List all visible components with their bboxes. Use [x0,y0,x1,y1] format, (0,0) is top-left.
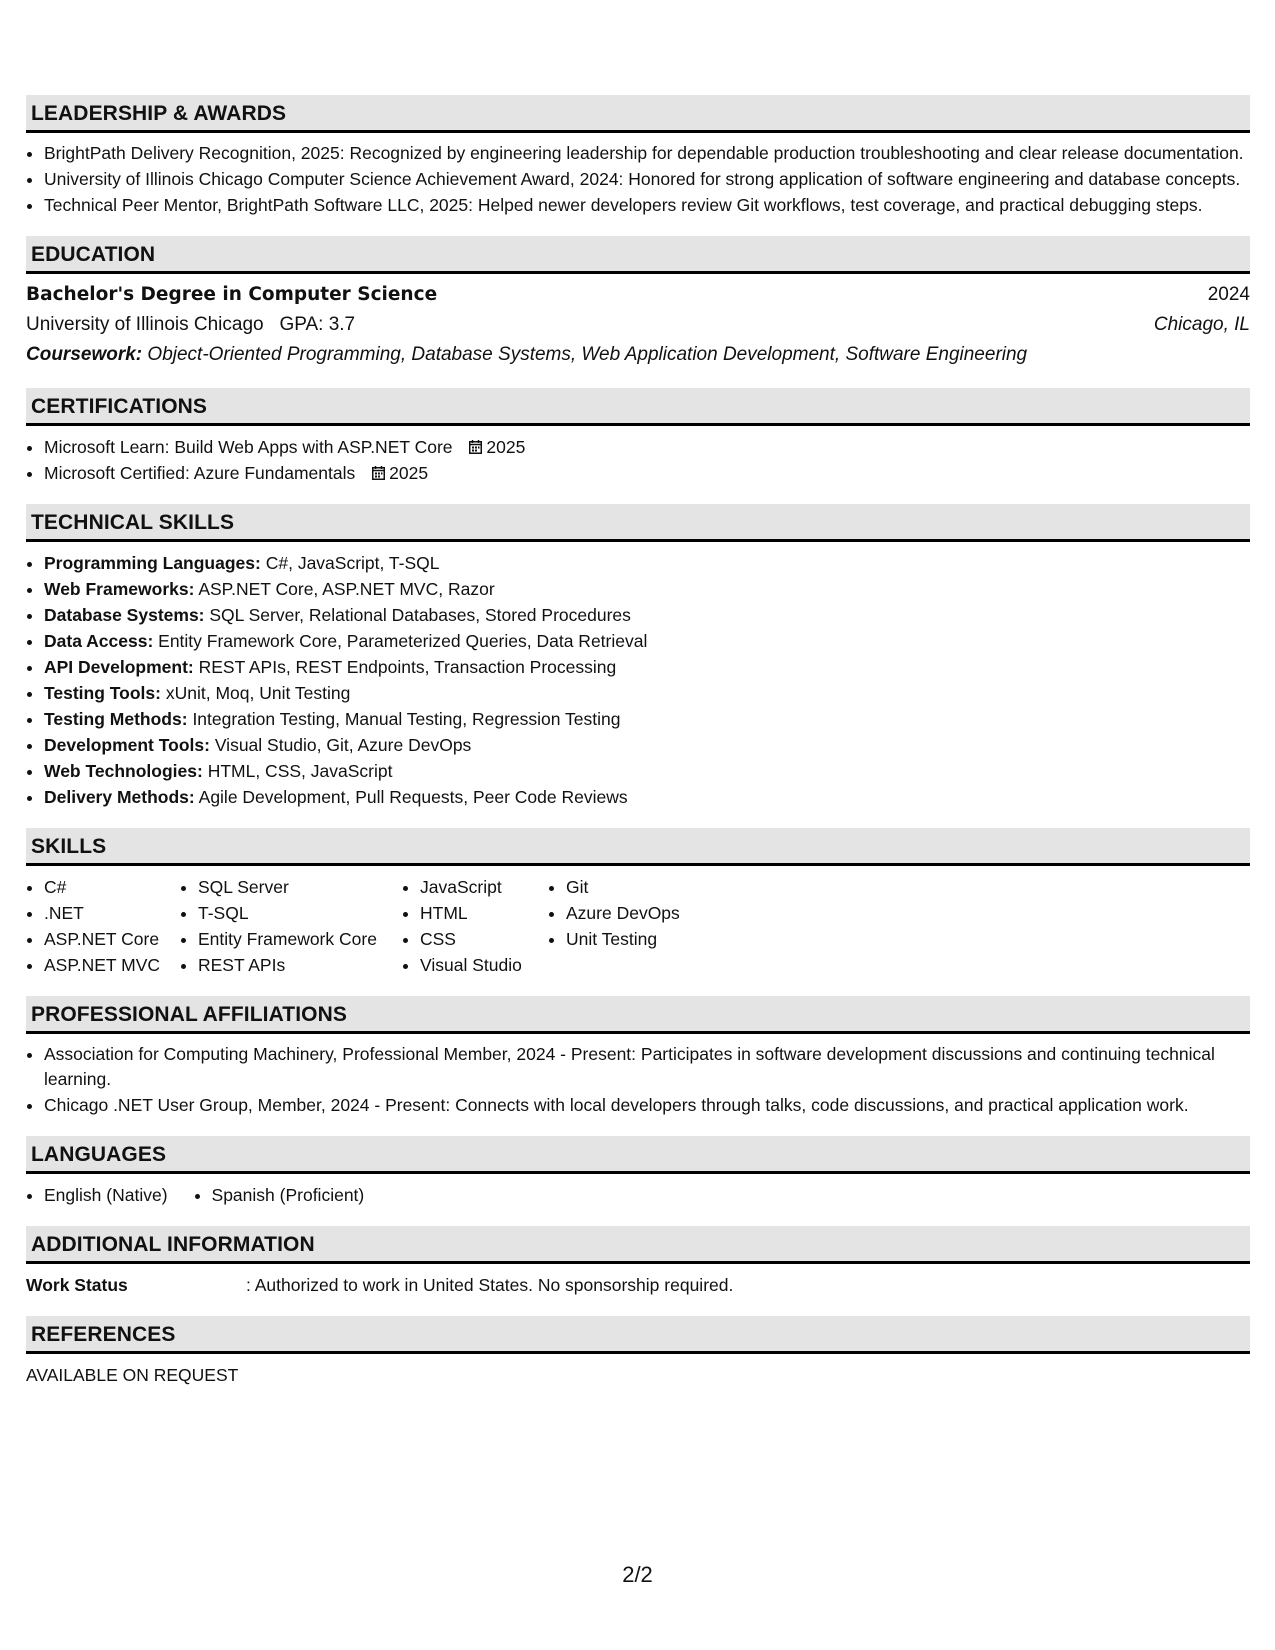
list-item: • Chicago .NET User Group, Member, 2024 - Present: Connects with local developers through talks, code discussions, and practical application work. [44,1093,1250,1118]
skill-category: Programming Languages: [44,553,261,573]
skill-item: • Azure DevOps [566,900,766,926]
leadership-list [26,141,1250,218]
degree-title: Bachelor's Degree in Computer Science [26,284,438,305]
skill-category: Development Tools: [44,735,210,755]
skills-column [180,874,402,978]
skills-column [548,874,766,978]
skill-item: • HTML [420,900,548,926]
certifications-list [26,434,1250,486]
list-item [44,602,1250,628]
skill-category: Web Frameworks: [44,579,195,599]
skill-values: HTML, CSS, JavaScript [207,761,393,781]
skill-category: Delivery Methods: [44,787,195,807]
graduation-year: 2024 [1207,284,1250,305]
list-item [44,434,1250,460]
school-info [26,310,355,340]
language-item: • Spanish (Proficient) [212,1182,365,1208]
references-text: AVAILABLE ON REQUEST [26,1365,239,1385]
section-heading: PROFESSIONAL AFFILIATIONS [26,996,1250,1034]
skill-values: Integration Testing, Manual Testing, Regression Testing [192,709,621,729]
skill-values: Entity Framework Core, Parameterized Queries, Data Retrieval [158,631,648,651]
skill-item: • Visual Studio [420,952,548,978]
references-section [26,1316,1250,1388]
skill-category: Data Access: [44,631,154,651]
section-heading: REFERENCES [26,1316,1250,1354]
list-item: • BrightPath Delivery Recognition, 2025: Recognized by engineering leadership for dependable production troubleshooting and clear release documentation. [44,141,1250,166]
list-item [44,460,1250,486]
list-item: • University of Illinois Chicago Computer Science Achievement Award, 2024: Honored for strong application of software engineering and database concepts. [44,167,1250,192]
skills-section [26,828,1250,978]
coursework-label: Coursework: [26,344,143,365]
work-status-row [26,1272,1250,1298]
skill-item: • .NET [44,900,180,926]
skill-item: • CSS [420,926,548,952]
list-item [44,550,1250,576]
skill-values: Agile Development, Pull Requests, Peer Code Reviews [198,787,628,807]
skill-item: • REST APIs [198,952,402,978]
skill-category: API Development: [44,657,194,677]
skill-values: C#, JavaScript, T-SQL [265,553,440,573]
language-item: • English (Native) [44,1182,168,1208]
list-item [44,576,1250,602]
resume-page [26,95,1250,1406]
section-heading: EDUCATION [26,236,1250,274]
list-item: • Association for Computing Machinery, Professional Member, 2024 - Present: Participates in software development discussions and continuing technical learning. [44,1042,1250,1092]
calendar-icon [372,466,385,480]
coursework-row [26,340,1250,370]
section-heading: LEADERSHIP & AWARDS [26,95,1250,133]
list-item: • Technical Peer Mentor, BrightPath Software LLC, 2025: Helped newer developers review Git workflows, test coverage, and practical debugging steps. [44,193,1250,218]
skill-item: • ASP.NET Core [44,926,180,952]
education-degree-row [26,280,1250,310]
list-item [44,706,1250,732]
affiliations-list [26,1042,1250,1118]
list-item [44,654,1250,680]
certification-year: 2025 [486,437,526,457]
skill-category: Testing Methods: [44,709,188,729]
skill-category: Database Systems: [44,605,205,625]
skills-column [402,874,548,978]
certification-name: Microsoft Learn: Build Web Apps with ASP.NET Core [44,437,453,457]
certification-name: Microsoft Certified: Azure Fundamentals [44,463,356,483]
additional-info-section [26,1226,1250,1298]
skills-column [26,874,180,978]
technical-skills-section [26,504,1250,810]
skill-category: Web Technologies: [44,761,203,781]
section-heading: SKILLS [26,828,1250,866]
section-heading: LANGUAGES [26,1136,1250,1174]
skill-values: SQL Server, Relational Databases, Stored Procedures [209,605,631,625]
technical-skills-list [26,550,1250,810]
skill-item: • SQL Server [198,874,402,900]
skill-item: • JavaScript [420,874,548,900]
skill-values: xUnit, Moq, Unit Testing [165,683,351,703]
leadership-section [26,95,1250,218]
calendar-icon [469,440,482,454]
education-school-row [26,310,1250,340]
gpa: GPA: 3.7 [279,314,356,335]
work-status-label: Work Status [26,1275,128,1295]
skill-values: ASP.NET Core, ASP.NET MVC, Razor [198,579,495,599]
skill-item: • T-SQL [198,900,402,926]
education-section [26,236,1250,370]
list-item [44,680,1250,706]
skill-item: • C# [44,874,180,900]
list-item [44,628,1250,654]
skill-category: Testing Tools: [44,683,161,703]
work-status-value: : Authorized to work in United States. No sponsorship required. [246,1275,734,1295]
skill-values: Visual Studio, Git, Azure DevOps [214,735,472,755]
school-location: Chicago, IL [1153,314,1250,335]
section-heading: CERTIFICATIONS [26,388,1250,426]
skill-item: • ASP.NET MVC [44,952,180,978]
skill-item: • Entity Framework Core [198,926,402,952]
certifications-section [26,388,1250,486]
section-heading: TECHNICAL SKILLS [26,504,1250,542]
section-heading: ADDITIONAL INFORMATION [26,1226,1250,1264]
skill-item: • Git [566,874,766,900]
skill-item: • Unit Testing [566,926,766,952]
list-item [44,758,1250,784]
languages-list [26,1182,1250,1208]
list-item [44,732,1250,758]
skill-values: REST APIs, REST Endpoints, Transaction Processing [198,657,617,677]
skills-grid [26,874,1250,978]
languages-section [26,1136,1250,1208]
page-number: 2/2 [622,1562,653,1587]
affiliations-section [26,996,1250,1118]
list-item [44,784,1250,810]
certification-year: 2025 [389,463,429,483]
school-name: University of Illinois Chicago [26,314,264,335]
coursework-list: Object-Oriented Programming, Database Systems, Web Application Development, Software Engineering [147,344,1028,365]
